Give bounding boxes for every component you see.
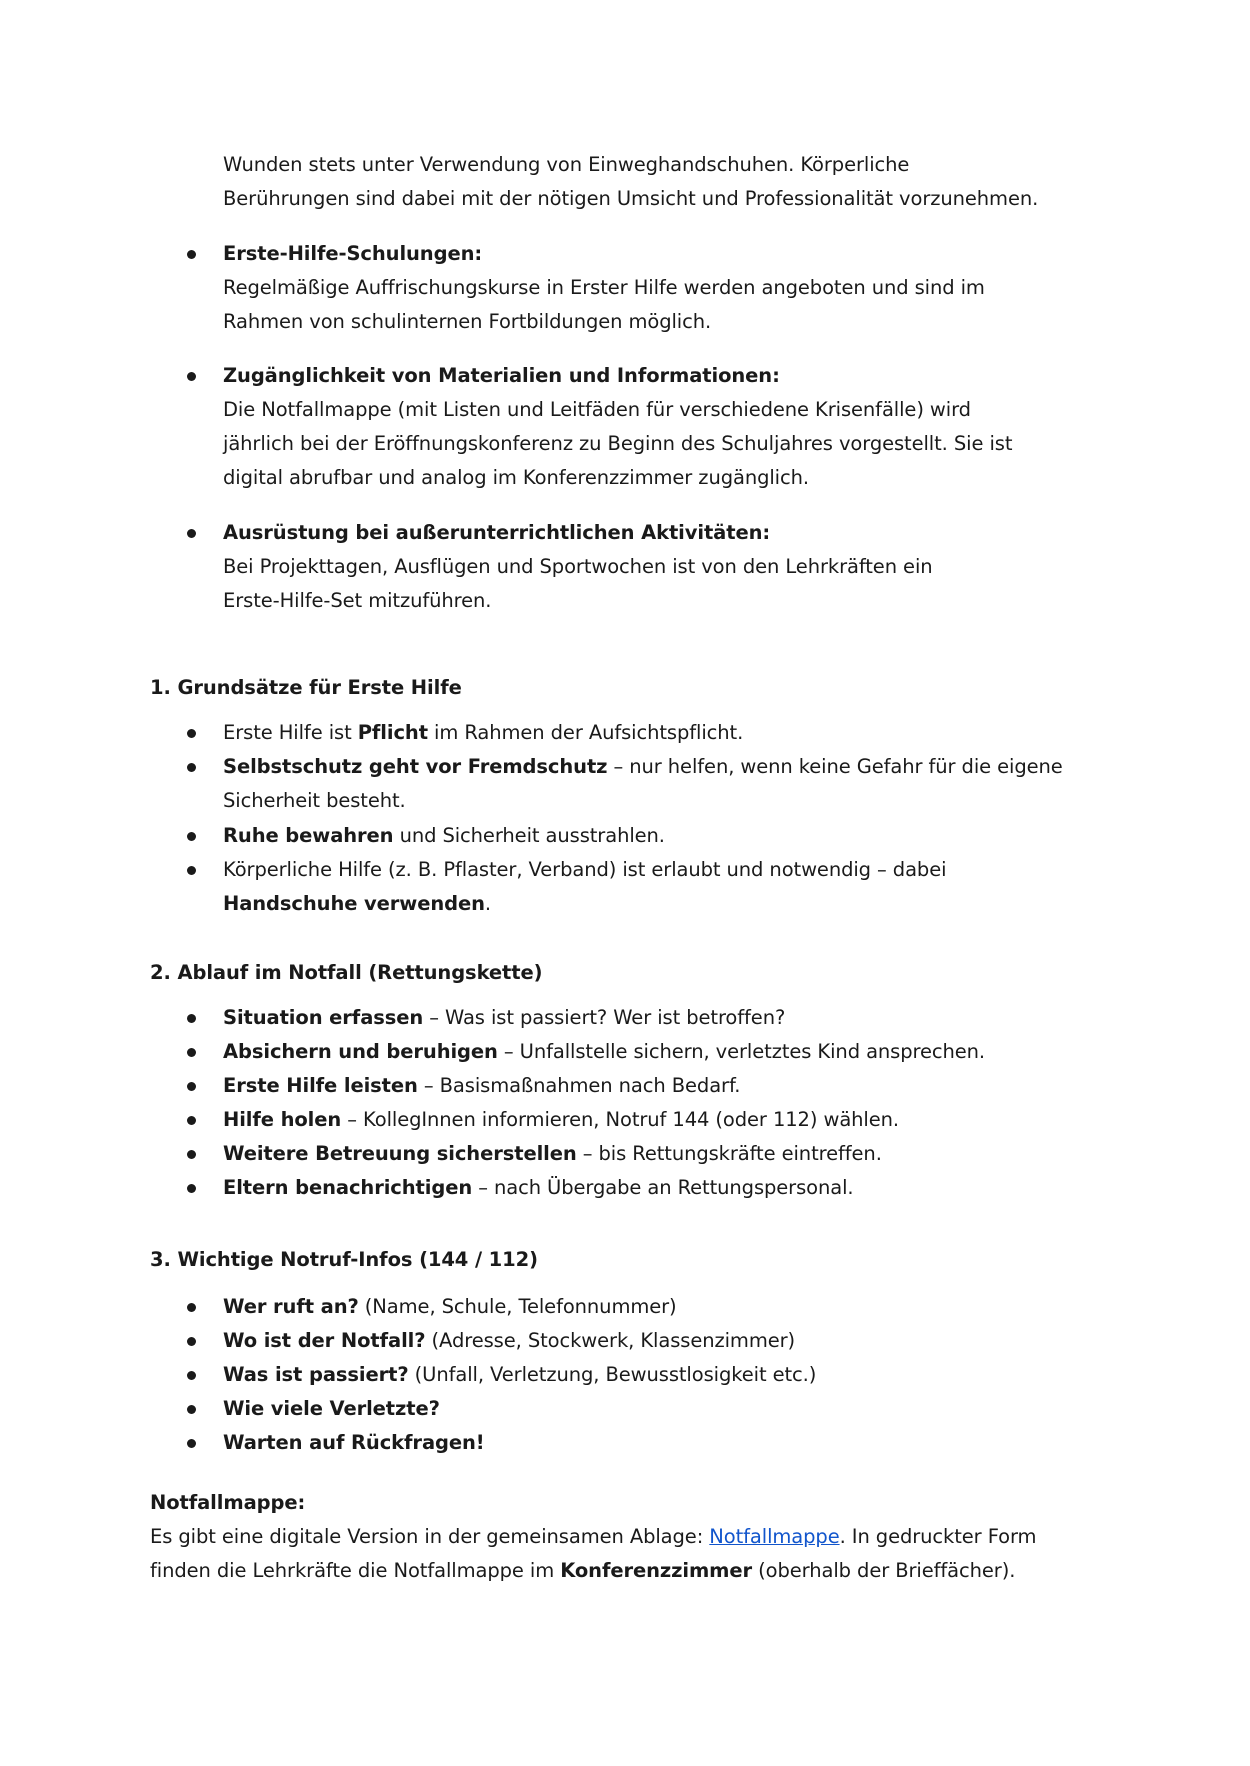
list-item-text: Erste-Hilfe-Set mitzuführen. [223, 589, 492, 612]
bold-text: Pflicht [357, 721, 428, 744]
section-heading-ablauf: 2. Ablauf im Notfall (Rettungskette) [150, 961, 543, 984]
list-item-text: Regelmäßige Auffrischungskurse in Erster Hilfe werden angeboten und sind im [223, 276, 985, 299]
list-item [223, 1069, 740, 1103]
text: finden die Lehrkräfte die Notfallmappe im [150, 1559, 561, 1582]
bullet-icon [187, 1116, 196, 1125]
list-item [223, 1035, 985, 1069]
bullet-icon [187, 763, 196, 772]
paragraph-line: Berührungen sind dabei mit der nötigen Umsicht und Professionalität vorzunehmen. [223, 187, 1039, 210]
text: (Name, Schule, Telefonnummer) [358, 1295, 677, 1318]
list-item-text: Rahmen von schulinternen Fortbildungen möglich. [223, 310, 712, 333]
section-heading-grundsaetze: 1. Grundsätze für Erste Hilfe [150, 676, 462, 699]
list-item [223, 1290, 677, 1324]
bullet-icon [187, 832, 196, 841]
list-item-title: Erste-Hilfe-Schulungen: [223, 242, 483, 265]
list-item [223, 1001, 785, 1035]
bold-text: Wo ist der Notfall? [223, 1329, 426, 1352]
bullet-icon [187, 1150, 196, 1159]
bold-text: Situation erfassen [223, 1006, 424, 1029]
list-item-text: jährlich bei der Eröffnungskonferenz zu Beginn des Schuljahres vorgestellt. Sie ist [223, 432, 1013, 455]
text: im Rahmen der Aufsichtspflicht. [427, 721, 744, 744]
list-item-text: Bei Projekttagen, Ausflügen und Sportwochen ist von den Lehrkräften ein [223, 555, 933, 578]
bold-text: Konferenzzimmer [560, 1559, 753, 1582]
list-item [223, 1137, 882, 1171]
text: – KollegInnen informieren, Notruf 144 (oder 112) wählen. [341, 1108, 900, 1131]
bold-text: Hilfe holen [223, 1108, 342, 1131]
list-item [223, 1324, 795, 1358]
bullet-icon [187, 1014, 196, 1023]
text: (Adresse, Stockwerk, Klassenzimmer) [425, 1329, 796, 1352]
list-item [223, 1392, 440, 1426]
list-item [223, 1103, 899, 1137]
bold-text: Was ist passiert? [223, 1363, 409, 1386]
notfallmappe-paragraph-line [150, 1554, 1015, 1588]
bullet-icon [187, 372, 196, 381]
text: . [484, 892, 491, 915]
list-item: Körperliche Hilfe (z. B. Pflaster, Verband) ist erlaubt und notwendig – dabei [223, 858, 947, 881]
bold-text: Warten auf Rückfragen! [223, 1431, 485, 1454]
bullet-icon [187, 529, 196, 538]
list-item [223, 1171, 854, 1205]
bullet-icon [187, 729, 196, 738]
text: – Was ist passiert? Wer ist betroffen? [423, 1006, 786, 1029]
bold-text: Eltern benachrichtigen [223, 1176, 473, 1199]
bullet-icon [187, 1184, 196, 1193]
text: – nur helfen, wenn keine Gefahr für die eigene [607, 755, 1063, 778]
list-item-continuation: Sicherheit besteht. [223, 789, 406, 812]
text: – Unfallstelle sichern, verletztes Kind ansprechen. [497, 1040, 986, 1063]
text: . In gedruckter Form [839, 1525, 1037, 1548]
list-item [223, 750, 1063, 784]
bullet-icon [187, 1439, 196, 1448]
bullet-icon [187, 1337, 196, 1346]
list-item [223, 716, 743, 750]
notfallmappe-link[interactable]: Notfallmappe [709, 1525, 840, 1548]
paragraph-line: Wunden stets unter Verwendung von Einweghandschuhen. Körperliche [223, 153, 910, 176]
section-heading-notruf-infos: 3. Wichtige Notruf-Infos (144 / 112) [150, 1248, 538, 1271]
bold-text: Absichern und beruhigen [223, 1040, 498, 1063]
list-item-title: Zugänglichkeit von Materialien und Informationen: [223, 364, 780, 387]
bullet-icon [187, 1303, 196, 1312]
bullet-icon [187, 250, 196, 259]
bullet-icon [187, 1371, 196, 1380]
list-item [223, 1426, 485, 1460]
list-item [223, 819, 665, 853]
text: und Sicherheit ausstrahlen. [393, 824, 665, 847]
notfallmappe-paragraph-line [150, 1520, 1036, 1554]
list-item [223, 1358, 816, 1392]
list-item-text: digital abrufbar und analog im Konferenzzimmer zugänglich. [223, 466, 809, 489]
text: – nach Übergabe an Rettungspersonal. [472, 1176, 854, 1199]
bold-text: Ruhe bewahren [223, 824, 394, 847]
text: – bis Rettungskräfte eintreffen. [576, 1142, 882, 1165]
bold-text: Wie viele Verletzte? [223, 1397, 440, 1420]
bold-text: Handschuhe verwenden [223, 892, 485, 915]
bold-text: Wer ruft an? [223, 1295, 359, 1318]
bullet-icon [187, 1405, 196, 1414]
notfallmappe-heading: Notfallmappe: [150, 1491, 306, 1514]
text: (Unfall, Verletzung, Bewusstlosigkeit etc.) [408, 1363, 817, 1386]
list-item-continuation [223, 887, 491, 921]
bold-text: Weitere Betreuung sicherstellen [223, 1142, 577, 1165]
bullet-icon [187, 1082, 196, 1091]
text: Erste Hilfe ist [223, 721, 358, 744]
text: (oberhalb der Brieffächer). [752, 1559, 1016, 1582]
text: Es gibt eine digitale Version in der gemeinsamen Ablage: [150, 1525, 710, 1548]
bold-text: Erste Hilfe leisten [223, 1074, 418, 1097]
bullet-icon [187, 866, 196, 875]
text: – Basismaßnahmen nach Bedarf. [417, 1074, 741, 1097]
bullet-icon [187, 1048, 196, 1057]
bold-text: Selbstschutz geht vor Fremdschutz [223, 755, 608, 778]
list-item-text: Die Notfallmappe (mit Listen und Leitfäden für verschiedene Krisenfälle) wird [223, 398, 971, 421]
list-item-title: Ausrüstung bei außerunterrichtlichen Aktivitäten: [223, 521, 771, 544]
